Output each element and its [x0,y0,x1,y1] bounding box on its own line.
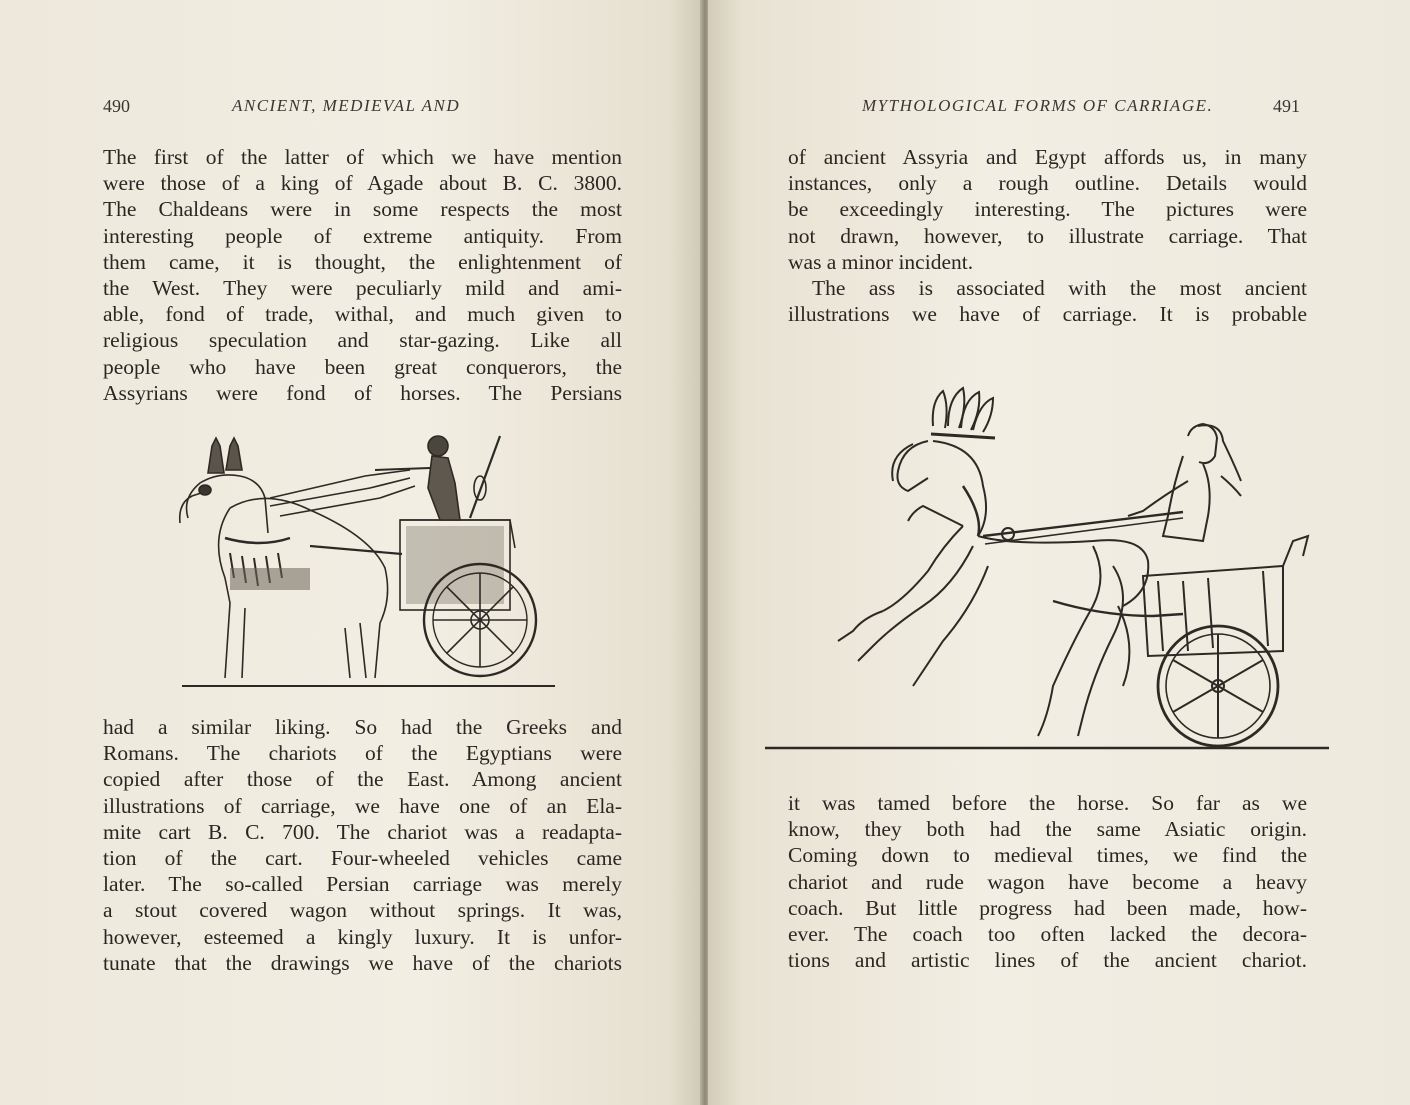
text-line: The first of the latter of which we have mention [103,145,622,169]
text-line: interesting people of extreme antiquity. From [103,223,622,248]
left-upper-text [103,144,622,406]
text-line: able, fond of trade, withal, and much given to [103,302,622,327]
assyrian-chariot-illustration [170,428,560,693]
right-page [708,0,1410,1105]
right-lower-text [788,790,1307,973]
text-line: tion of the cart. Four-wheeled vehicles came [103,846,622,871]
text-line: tunate that the drawings we have of the chariots [103,950,622,975]
left-lower-text [103,714,622,976]
text-line: instances, only a rough outline. Details would [788,171,1307,196]
text-line: The ass is associated with the most ancient [812,276,1307,301]
left-page [0,0,703,1105]
running-head-left: ANCIENT, MEDIEVAL AND [232,96,461,115]
text-line: religious speculation and star-gazing. Like all [103,328,622,353]
text-line: know, they both had the same Asiatic origin. [788,817,1307,842]
text-line: Coming down to medieval times, we find the [788,843,1307,868]
text-line: them came, it is thought, the enlightenment of [103,249,622,274]
right-upper-text [788,144,1307,327]
text-line: a stout covered wagon without springs. It was, [103,898,622,923]
text-line: it was tamed before the horse. So far as we [788,791,1307,815]
text-line: Romans. The chariots of the Egyptians were [103,741,622,766]
text-line: not drawn, however, to illustrate carriage. That [788,223,1307,248]
text-line: The Chaldeans were in some respects the most [103,197,622,222]
page-number-right: 491 [1273,96,1300,116]
running-head-right: MYTHOLOGICAL FORMS OF CARRIAGE. [862,96,1214,115]
text-line: mite cart B. C. 700. The chariot was a readapta- [103,819,622,844]
page-number-left: 490 [103,96,130,116]
text-line: later. The so-called Persian carriage was merely [103,872,622,897]
text-line: ever. The coach too often lacked the decora- [788,922,1307,947]
text-line: of ancient Assyria and Egypt affords us, in many [788,145,1307,169]
text-line: illustrations of carriage, we have one of an Ela- [103,793,622,818]
text-line: copied after those of the East. Among ancient [103,767,622,792]
text-line: illustrations we have of carriage. It is probable [788,302,1307,327]
text-line: were those of a king of Agade about B. C. 3800. [103,171,622,196]
text-line: the West. They were peculiarly mild and ami- [103,276,622,301]
text-line: Assyrians were fond of horses. The Persians [103,380,622,405]
egyptian-chariot-illustration [763,386,1343,756]
text-line: chariot and rude wagon have become a heavy [788,869,1307,894]
text-line: however, esteemed a kingly luxury. It is unfor- [103,924,622,949]
text-line: was a minor incident. [788,249,974,274]
text-line: had a similar liking. So had the Greeks and [103,715,622,739]
text-line: tions and artistic lines of the ancient chariot. [788,948,1307,973]
text-line: be exceedingly interesting. The pictures were [788,197,1307,222]
text-line: coach. But little progress had been made, how- [788,895,1307,920]
text-line: people who have been great conquerors, the [103,354,622,379]
